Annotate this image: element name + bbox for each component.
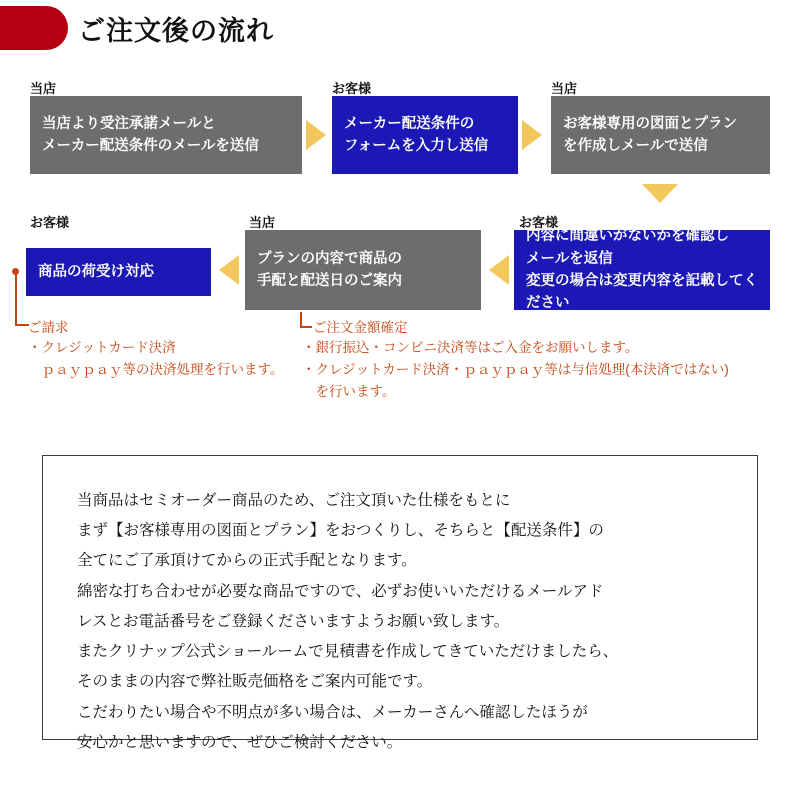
- info-panel-line-7: そのままの内容で弊社販売価格をご案内可能です。: [77, 673, 433, 691]
- step-6-tag: お客様: [30, 215, 70, 230]
- step-4-tag: お客様: [519, 215, 559, 230]
- step-1-line-2: メーカー配送条件のメールを送信: [42, 138, 259, 154]
- flow-step-6: [26, 248, 211, 296]
- step-3-tag: 当店: [551, 81, 578, 96]
- info-panel: [42, 455, 758, 751]
- arrow-right-icon-2: [522, 120, 542, 150]
- step-2-line-2: フォームを入力し送信: [344, 138, 489, 154]
- callout-line-left-vertical: [15, 271, 17, 326]
- callout-line-mid-horizontal: [300, 326, 312, 328]
- flow-step-3: [551, 96, 770, 174]
- callout-confirm-line-2: ・クレジットカード決済・ｐａｙｐａｙ等は与信処理(本決済ではない): [302, 362, 729, 377]
- step-6-line-1: 商品の荷受け対応: [38, 263, 154, 280]
- flow-step-5: [245, 230, 481, 310]
- callout-confirm-title: ご注文金額確定: [313, 320, 408, 335]
- info-panel-line-2: まず【お客様専用の図面とプラン】をおつくりし、そちらと【配送条件】の: [77, 522, 604, 540]
- info-panel-line-3: 全てにご了承頂けてからの正式手配となります。: [77, 552, 417, 570]
- step-3-line-1: お客様専用の図面とプラン: [563, 115, 737, 132]
- arrow-left-icon-1: [489, 255, 509, 285]
- flow-step-1: [30, 96, 302, 174]
- arrow-right-icon-1: [306, 120, 326, 150]
- step-1-line-1: 当店より受注承諾メールと: [42, 115, 216, 132]
- callout-payment-line-1: ・クレジットカード決済: [28, 340, 176, 355]
- info-panel-line-1: 当商品はセミオーダー商品のため、ご注文頂いた仕様をもとに: [77, 492, 511, 509]
- step-5-tag: 当店: [249, 215, 276, 230]
- callout-confirm-line-1: ・銀行振込・コンビニ決済等はご入金をお願いします。: [302, 340, 639, 355]
- step-4-subnote: 変更の場合は変更内容を記載してください: [526, 273, 758, 312]
- info-panel-line-8: こだわりたい場合や不明点が多い場合は、メーカーさんへ確認したほうが: [77, 703, 588, 721]
- step-5-line-2: 手配と配送日のご案内: [257, 273, 402, 289]
- callout-confirm-line-3: を行います。: [302, 384, 396, 399]
- header-accent-bar: [0, 6, 68, 50]
- info-panel-line-6: またクリナップ公式ショールームで見積書を作成してきていただけましたら、: [77, 643, 619, 661]
- info-panel-line-5: レスとお電話番号をご登録くださいますようお願い致します。: [77, 612, 510, 630]
- step-1-tag: 当店: [30, 81, 57, 96]
- page-header: [0, 0, 800, 56]
- step-2-line-1: メーカー配送条件の: [344, 115, 475, 132]
- step-5-line-1: プランの内容で商品の: [257, 250, 402, 267]
- callout-line-left-horizontal: [15, 324, 29, 326]
- info-panel-line-4: 綿密な打ち合わせが必要な商品ですので、必ずお使いいただけるメールアド: [77, 582, 604, 600]
- flow-step-2: [332, 96, 518, 174]
- page-title: ご注文後の流れ: [78, 16, 274, 46]
- arrow-down-icon: [642, 184, 678, 203]
- step-3-line-2: を作成しメールで送信: [563, 138, 708, 154]
- flow-step-4: [514, 230, 770, 310]
- step-4-line-1: 内容に間違いがないかを確認し: [526, 228, 729, 245]
- arrow-left-icon-2: [219, 255, 239, 285]
- callout-payment-line-2: ｐａｙｐａｙ等の決済処理を行います。: [28, 362, 284, 377]
- info-panel-line-9: 安心かと思いますので、ぜひご検討ください。: [77, 733, 403, 751]
- step-4-line-2: メールを返信: [526, 250, 613, 267]
- callout-payment-title: ご請求: [28, 320, 69, 335]
- step-2-tag: お客様: [332, 81, 372, 96]
